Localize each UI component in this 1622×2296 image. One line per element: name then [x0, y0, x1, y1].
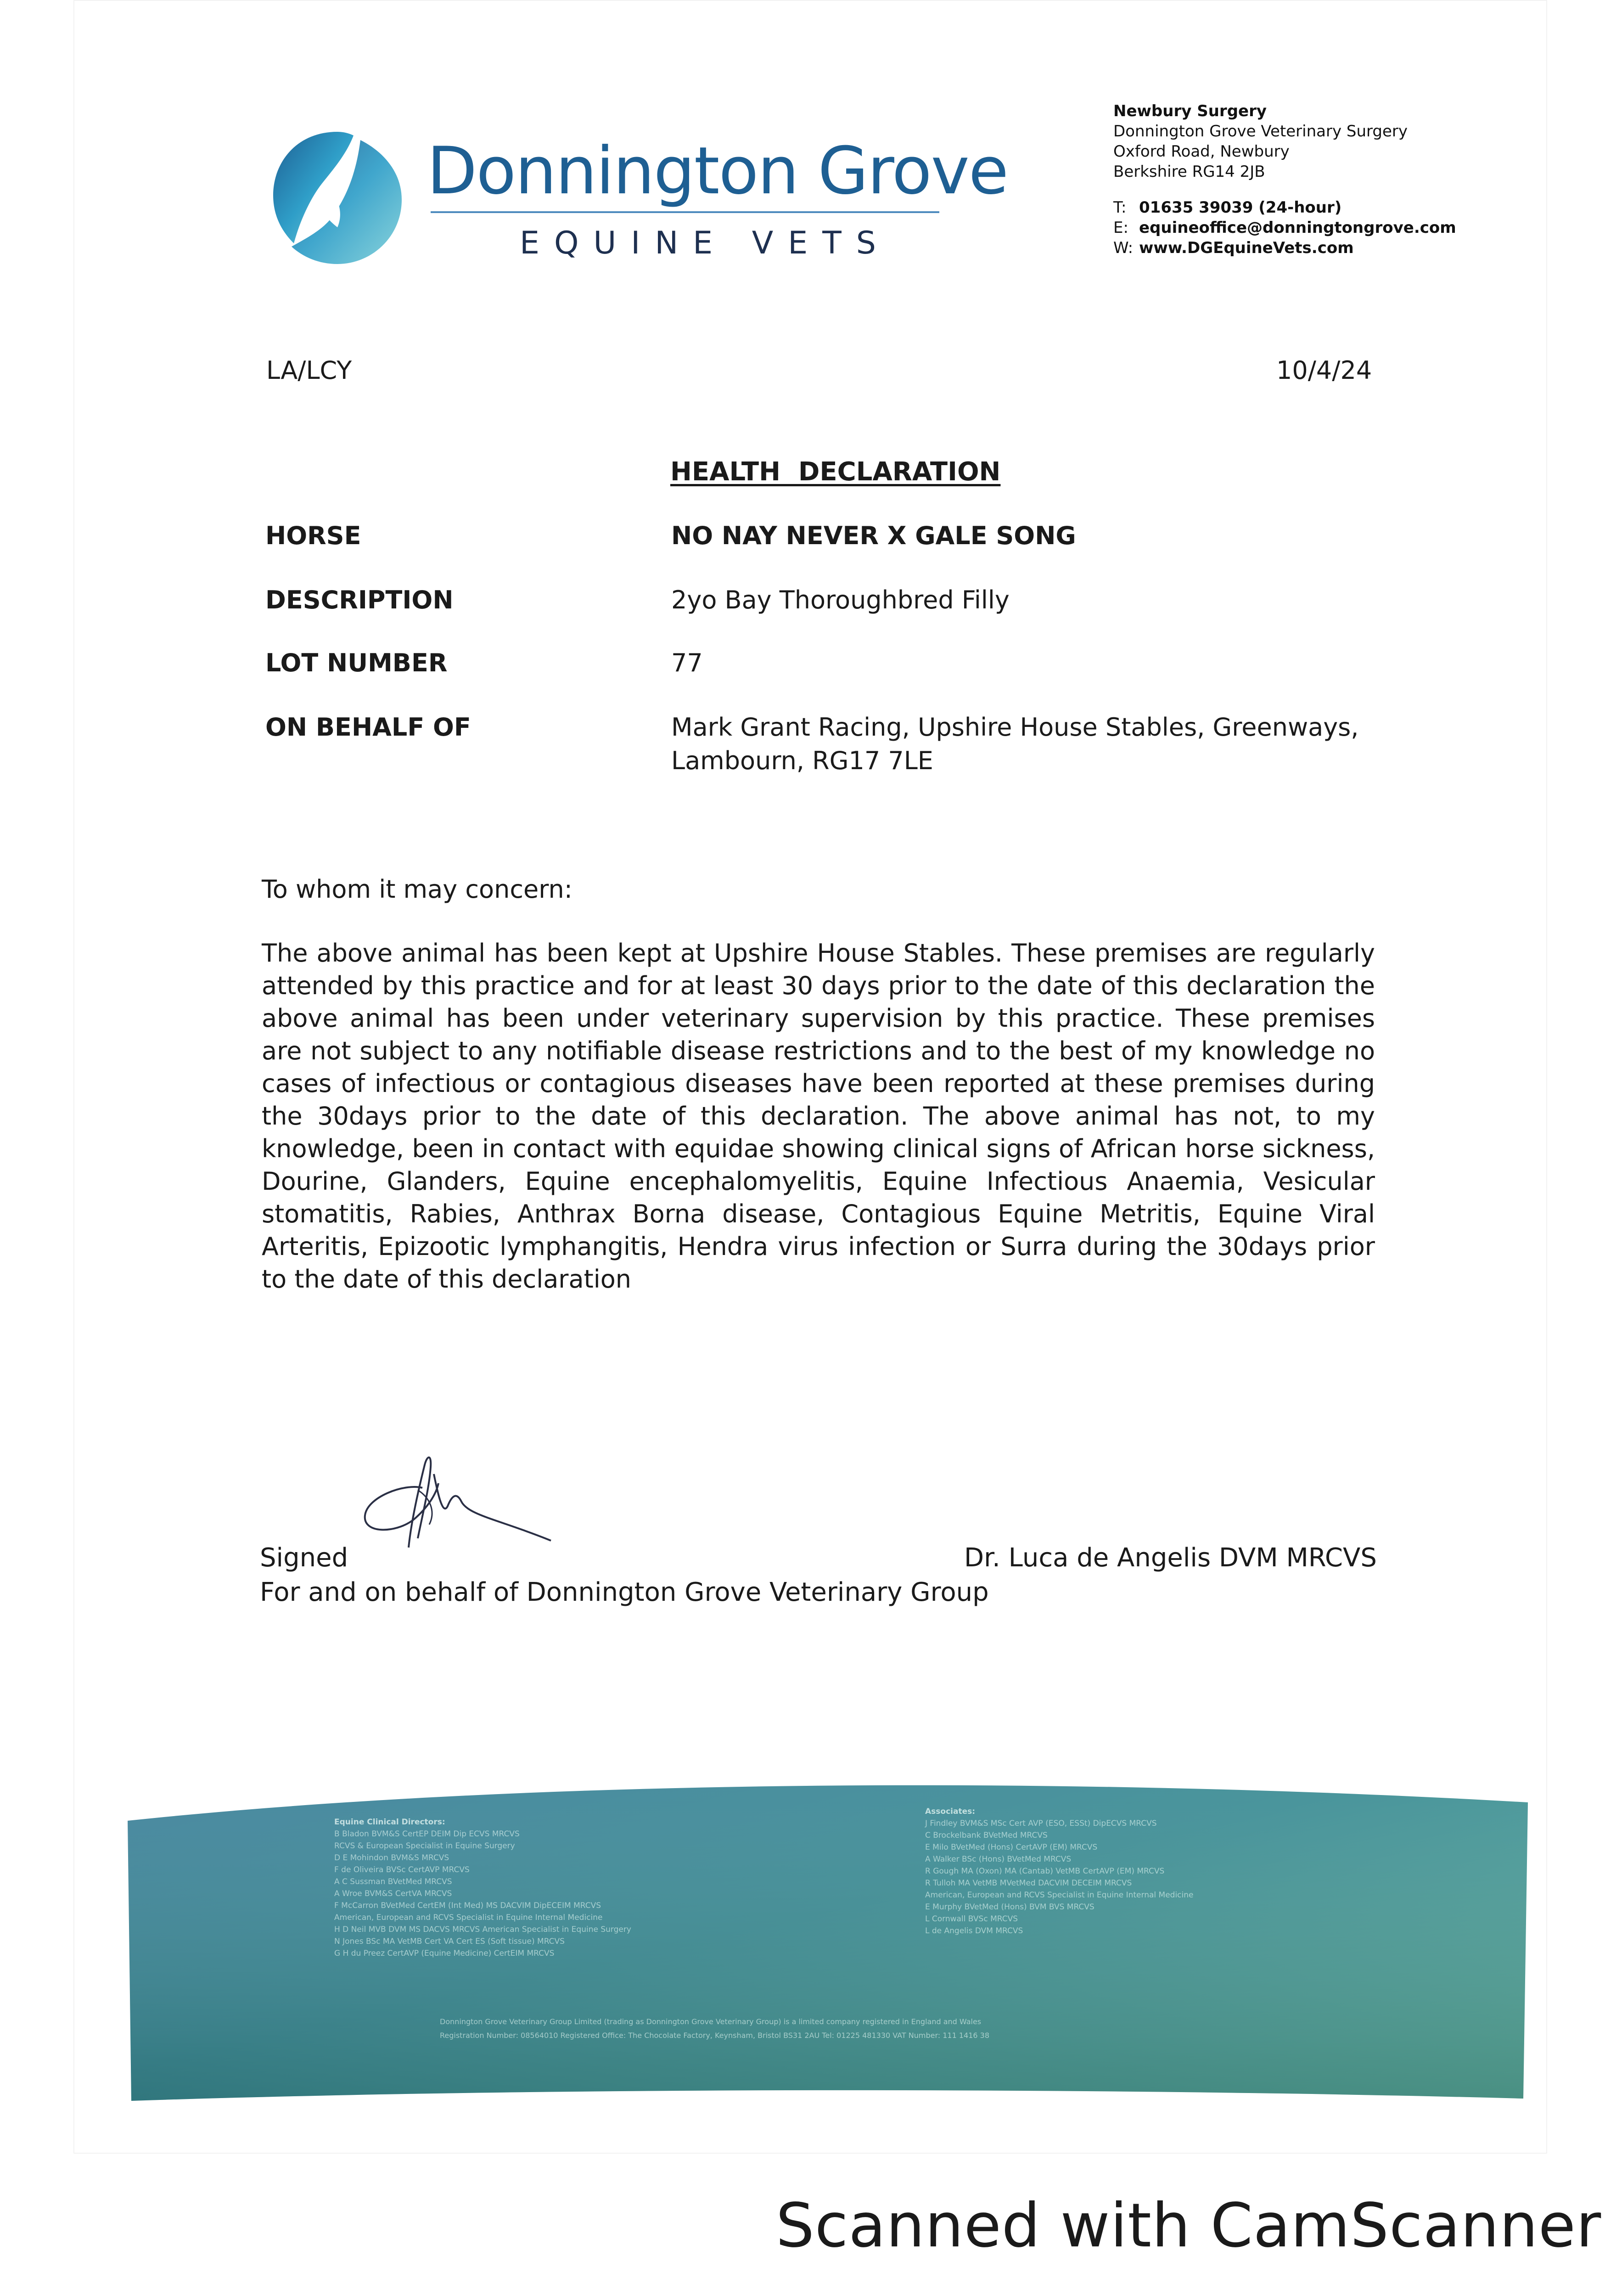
- horse-logo-icon: [269, 126, 406, 269]
- brand-divider: [431, 211, 939, 213]
- associate-entry: R Tulloh MA VetMB MVetMed DACVIM DECEIM MRCVS: [925, 1879, 1132, 1888]
- director-entry: B Bladon BVM&S CertEP DEIM Dip ECVS MRCVS: [334, 1829, 520, 1839]
- web-line: [1113, 238, 1354, 258]
- brand-name: Donnington Grove: [427, 133, 1008, 209]
- company-registration-line: Donnington Grove Veterinary Group Limited (trading as Donnington Grove Veterinary Group) is a limited company registered in England and Wales: [440, 2017, 982, 2026]
- field-label-horse: HORSE: [265, 521, 361, 550]
- director-entry: A C Sussman BVetMed MRCVS: [334, 1877, 452, 1886]
- associates-heading: Associates:: [925, 1807, 976, 1816]
- field-value-lot-number: 77: [671, 648, 703, 677]
- associate-entry: L de Angelis DVM MRCVS: [925, 1926, 1023, 1936]
- director-entry: American, European and RCVS Specialist in Equine Internal Medicine: [334, 1913, 603, 1922]
- field-label-description: DESCRIPTION: [265, 585, 454, 614]
- address-line: Berkshire RG14 2JB: [1113, 163, 1265, 181]
- phone-label: T:: [1113, 198, 1127, 217]
- signer-name: Dr. Luca de Angelis DVM MRCVS: [964, 1543, 1377, 1573]
- director-entry: F McCarron BVetMed CertEM (Int Med) MS DACVIM DipECEIM MRCVS: [334, 1901, 601, 1910]
- field-label-on-behalf-of: ON BEHALF OF: [265, 713, 471, 742]
- address-line: Oxford Road, Newbury: [1113, 142, 1290, 161]
- director-entry: A Wroe BVM&S CertVA MRCVS: [334, 1889, 452, 1898]
- email-address: equineoffice@donningtongrove.com: [1139, 219, 1456, 237]
- director-entry: D E Mohindon BVM&S MRCVS: [334, 1853, 449, 1863]
- phone-line: [1113, 197, 1341, 218]
- scanner-watermark: Scanned with CamScanner: [776, 2190, 1602, 2261]
- director-entry: H D Neil MVB DVM MS DACVS MRCVS American Specialist in Equine Surgery: [334, 1925, 631, 1934]
- company-registration-line: Registration Number: 08564010 Registered Office: The Chocolate Factory, Keynsham, Bristol BS31 2AU Tel: 01225 481330 VAT Number: 111 1416 38: [440, 2031, 989, 2040]
- associate-entry: R Gough MA (Oxon) MA (Cantab) VetMB CertAVP (EM) MRCVS: [925, 1867, 1165, 1876]
- brand-tagline: EQUINE VETS: [520, 225, 891, 261]
- email-label: E:: [1113, 219, 1128, 237]
- signature-image: [349, 1446, 560, 1557]
- field-value-on-behalf-of-line2: Lambourn, RG17 7LE: [671, 746, 933, 775]
- associate-entry: A Walker BSc (Hons) BVetMed MRCVS: [925, 1855, 1072, 1864]
- field-label-lot-number: LOT NUMBER: [265, 648, 448, 677]
- declaration-body: The above animal has been kept at Upshire House Stables. These premises are regularly attended by this practice and for at least 30 days prior to the date of this declaration the above animal has been under veterinary supervision by this practice. These premises are not subject to any notifiable disease restrictions and to the best of my knowledge no cases of infectious or contagious diseases have been reported at these premises during the 30days prior to the date of this declaration. The above animal has not, to my knowledge, been in contact with equidae showing clinical signs of African horse sickness, Dourine, Glanders, Equine encephalomyelitis, Equine Infectious Anaemia, Vesicular stomatitis, Rabies, Anthrax Borna disease, Contagious Equine Metritis, Equine Viral Arteritis, Epizootic lymphangitis, Hendra virus infection or Surra during the 30days prior to the date of this declaration: [262, 939, 1375, 1294]
- field-value-description: 2yo Bay Thoroughbred Filly: [671, 585, 1010, 614]
- associate-entry: E Murphy BVetMed (Hons) BVM BVS MRCVS: [925, 1902, 1094, 1912]
- letter-date: 10/4/24: [1276, 356, 1372, 385]
- field-value-on-behalf-of-line1: Mark Grant Racing, Upshire House Stables, Greenways,: [671, 713, 1359, 742]
- address-line: Donnington Grove Veterinary Surgery: [1113, 122, 1408, 141]
- associate-entry: C Brockelbank BVetMed MRCVS: [925, 1831, 1048, 1840]
- signed-label: Signed: [260, 1543, 348, 1573]
- associate-entry: E Milo BVetMed (Hons) CertAVP (EM) MRCVS: [925, 1843, 1098, 1852]
- web-label: W:: [1113, 239, 1134, 257]
- associate-entry: L Cornwall BVSc MRCVS: [925, 1914, 1018, 1924]
- salutation: To whom it may concern:: [262, 875, 572, 904]
- reference-code: LA/LCY: [266, 356, 352, 385]
- director-entry: N Jones BSc MA VetMB Cert VA Cert ES (Soft tissue) MRCVS: [334, 1937, 565, 1946]
- web-address: www.DGEquineVets.com: [1139, 239, 1354, 257]
- director-entry: G H du Preez CertAVP (Equine Medicine) CertEIM MRCVS: [334, 1949, 555, 1958]
- director-entry: RCVS & European Specialist in Equine Surgery: [334, 1841, 515, 1851]
- surgery-name: Newbury Surgery: [1113, 102, 1267, 120]
- on-behalf-line: For and on behalf of Donnington Grove Veterinary Group: [260, 1577, 989, 1607]
- directors-heading: Equine Clinical Directors:: [334, 1818, 445, 1827]
- phone-number: 01635 39039 (24-hour): [1139, 198, 1342, 217]
- director-entry: F de Oliveira BVSc CertAVP MRCVS: [334, 1865, 470, 1874]
- associate-entry: American, European and RCVS Specialist in Equine Internal Medicine: [925, 1891, 1194, 1900]
- associate-entry: J Findley BVM&S MSc Cert AVP (ESO, ESSt) DipECVS MRCVS: [925, 1819, 1157, 1828]
- document-title: HEALTH DECLARATION: [670, 457, 1001, 487]
- field-value-horse: NO NAY NEVER X GALE SONG: [671, 521, 1076, 550]
- email-line: [1113, 218, 1456, 238]
